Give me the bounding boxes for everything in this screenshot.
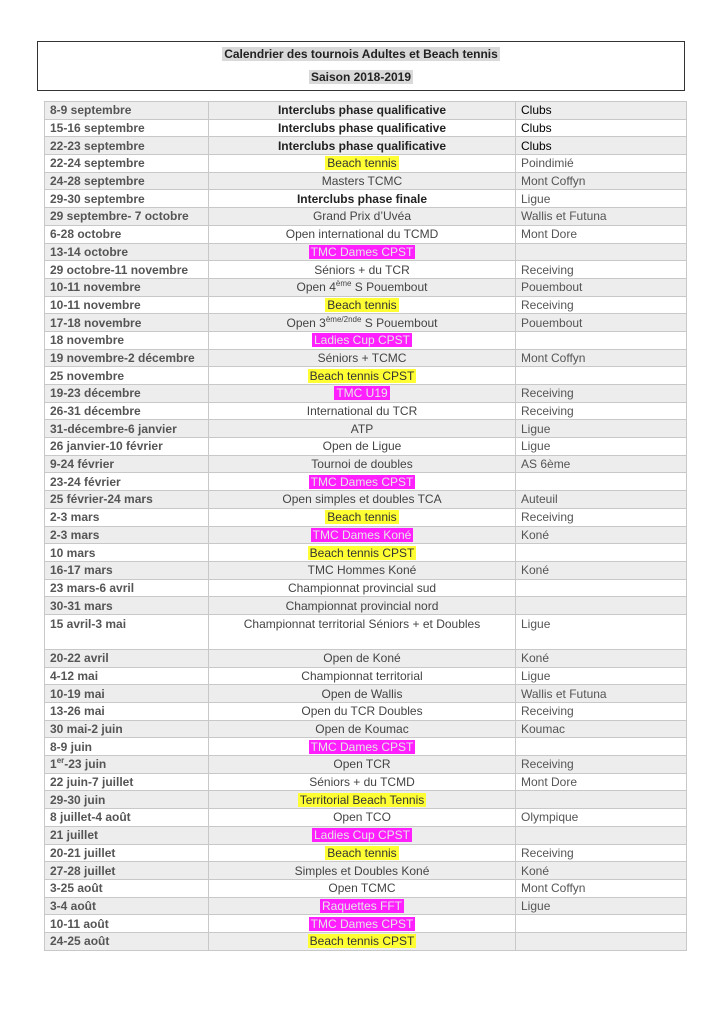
- date-cell: 17-18 novembre: [45, 314, 209, 332]
- event-label: TMC Dames CPST: [310, 739, 414, 754]
- event-cell: [209, 579, 516, 597]
- event-label: Beach tennis: [327, 156, 397, 171]
- event-cell: [209, 190, 516, 208]
- date-cell: 8-9 juin: [45, 738, 209, 756]
- event-cell: [209, 809, 516, 827]
- table-row: [45, 544, 687, 562]
- table-row: [45, 508, 687, 526]
- table-row: [45, 296, 687, 314]
- event-cell: [209, 614, 516, 649]
- place-cell: [516, 738, 687, 756]
- event-label: Raquettes FFT: [321, 898, 403, 913]
- place-cell: Koné: [516, 561, 687, 579]
- place-cell: Clubs: [516, 119, 687, 137]
- event-cell: [209, 102, 516, 120]
- event-label: Simples et Doubles Koné: [294, 863, 430, 878]
- event-part: ème/2nde: [325, 314, 362, 324]
- event-label: Beach tennis: [327, 510, 397, 525]
- event-label: Masters TCMC: [321, 174, 403, 189]
- table-row: [45, 314, 687, 332]
- event-label: TMC Hommes Koné: [307, 563, 417, 578]
- event-cell: [209, 367, 516, 385]
- event-label: Territorial Beach Tennis: [299, 792, 425, 807]
- place-cell: Mont Dore: [516, 225, 687, 243]
- date-cell: 27-28 juillet: [45, 862, 209, 880]
- place-cell: AS 6ème: [516, 455, 687, 473]
- place-cell: Mont Coffyn: [516, 172, 687, 190]
- event-label: Open TCO: [333, 810, 391, 825]
- event-cell: [209, 473, 516, 491]
- table-row: [45, 119, 687, 137]
- date-cell: [45, 756, 209, 774]
- event-label: Interclubs phase qualificative: [277, 103, 447, 118]
- table-row: [45, 685, 687, 703]
- table-row: [45, 579, 687, 597]
- event-cell: [209, 155, 516, 173]
- date-cell: 25 novembre: [45, 367, 209, 385]
- place-cell: Ligue: [516, 614, 687, 649]
- table-row: [45, 243, 687, 261]
- date-cell: 8-9 septembre: [45, 102, 209, 120]
- event-cell: [209, 597, 516, 615]
- date-cell: 29-30 juin: [45, 791, 209, 809]
- table-row: [45, 791, 687, 809]
- place-cell: Wallis et Futuna: [516, 685, 687, 703]
- event-label: Tournoi de doubles: [311, 457, 413, 472]
- place-cell: Wallis et Futuna: [516, 208, 687, 226]
- table-row: [45, 738, 687, 756]
- event-cell: [209, 296, 516, 314]
- place-cell: Ligue: [516, 420, 687, 438]
- event-label: Championnat territorial Séniors + et Doubles: [243, 616, 481, 631]
- event-label: Séniors + TCMC: [317, 350, 407, 365]
- date-cell: 10-19 mai: [45, 685, 209, 703]
- event-cell: [209, 331, 516, 349]
- event-label: Open de Ligue: [322, 439, 402, 454]
- season-label: Saison 2018-2019: [310, 70, 412, 84]
- place-cell: Receiving: [516, 261, 687, 279]
- event-label: Championnat provincial nord: [285, 598, 439, 613]
- place-cell: [516, 915, 687, 933]
- event-cell: [209, 649, 516, 667]
- table-row: [45, 897, 687, 915]
- date-cell: 8 juillet-4 août: [45, 809, 209, 827]
- event-cell: [209, 932, 516, 950]
- event-cell: [209, 667, 516, 685]
- table-row: [45, 190, 687, 208]
- event-cell: [209, 261, 516, 279]
- date-cell: 15-16 septembre: [45, 119, 209, 137]
- event-cell: [209, 703, 516, 721]
- event-cell: [209, 826, 516, 844]
- date-cell: 13-26 mai: [45, 703, 209, 721]
- event-cell: [209, 278, 516, 296]
- place-cell: Ligue: [516, 190, 687, 208]
- place-cell: [516, 826, 687, 844]
- date-cell: 20-22 avril: [45, 649, 209, 667]
- table-row: [45, 703, 687, 721]
- place-cell: [516, 367, 687, 385]
- place-cell: [516, 597, 687, 615]
- place-cell: [516, 473, 687, 491]
- table-row: [45, 455, 687, 473]
- date-cell: 29-30 septembre: [45, 190, 209, 208]
- table-row: [45, 225, 687, 243]
- event-label: ATP: [350, 421, 374, 436]
- event-part: Open 4: [296, 280, 336, 295]
- event-label: Beach tennis: [327, 845, 397, 860]
- date-cell: 30-31 mars: [45, 597, 209, 615]
- place-cell: [516, 791, 687, 809]
- event-cell: [209, 791, 516, 809]
- table-row: [45, 438, 687, 456]
- date-cell: 20-21 juillet: [45, 844, 209, 862]
- event-cell: [209, 243, 516, 261]
- date-cell: 30 mai-2 juin: [45, 720, 209, 738]
- event-cell: [209, 172, 516, 190]
- date-cell: 15 avril-3 mai: [45, 614, 209, 649]
- event-cell: [209, 773, 516, 791]
- event-cell: [209, 862, 516, 880]
- event-label: Beach tennis CPST: [309, 934, 415, 949]
- table-row: [45, 932, 687, 950]
- place-cell: Clubs: [516, 137, 687, 155]
- date-cell: 2-3 mars: [45, 508, 209, 526]
- event-label: Open simples et doubles TCA: [282, 492, 442, 507]
- table-row: [45, 349, 687, 367]
- event-label: Interclubs phase finale: [296, 191, 428, 206]
- event-cell: [209, 225, 516, 243]
- table-row: [45, 597, 687, 615]
- event-label: Championnat provincial sud: [287, 580, 437, 595]
- date-cell: 22 juin-7 juillet: [45, 773, 209, 791]
- place-cell: [516, 579, 687, 597]
- event-cell: [209, 385, 516, 403]
- event-cell: [209, 685, 516, 703]
- table-row: [45, 561, 687, 579]
- event-cell: [209, 508, 516, 526]
- event-cell: [209, 738, 516, 756]
- table-row: [45, 137, 687, 155]
- event-label: Beach tennis CPST: [309, 368, 415, 383]
- event-cell: [209, 720, 516, 738]
- event-part: Open 3: [286, 315, 326, 330]
- table-row: [45, 402, 687, 420]
- event-label: Open de Wallis: [321, 686, 403, 701]
- date-cell: 29 septembre- 7 octobre: [45, 208, 209, 226]
- place-cell: Auteuil: [516, 491, 687, 509]
- table-row: [45, 261, 687, 279]
- event-label: TMC U19: [336, 386, 388, 401]
- event-label: Grand Prix d’Uvéa: [312, 209, 412, 224]
- place-cell: Receiving: [516, 296, 687, 314]
- place-cell: [516, 243, 687, 261]
- date-cell: 21 juillet: [45, 826, 209, 844]
- place-cell: Receiving: [516, 402, 687, 420]
- event-cell: [209, 137, 516, 155]
- event-part: S Pouembout: [361, 315, 438, 330]
- place-cell: Receiving: [516, 385, 687, 403]
- event-cell: [209, 491, 516, 509]
- event-cell: [209, 915, 516, 933]
- place-cell: Koné: [516, 649, 687, 667]
- event-label: Open de Koné: [323, 651, 401, 666]
- date-cell: 16-17 mars: [45, 561, 209, 579]
- event-cell: [209, 420, 516, 438]
- table-row: [45, 614, 687, 649]
- event-part: ème: [335, 279, 352, 289]
- date-cell: 6-28 octobre: [45, 225, 209, 243]
- date-cell: 9-24 février: [45, 455, 209, 473]
- event-label: Championnat territorial: [301, 668, 423, 683]
- date-cell: 3-25 août: [45, 879, 209, 897]
- place-cell: [516, 544, 687, 562]
- place-cell: Mont Coffyn: [516, 879, 687, 897]
- event-cell: [209, 526, 516, 544]
- place-cell: Koné: [516, 862, 687, 880]
- event-cell: [209, 314, 516, 332]
- date-cell: 13-14 octobre: [45, 243, 209, 261]
- table-row: [45, 720, 687, 738]
- date-cell: 25 février-24 mars: [45, 491, 209, 509]
- date-cell: 22-24 septembre: [45, 155, 209, 173]
- date-cell: 4-12 mai: [45, 667, 209, 685]
- event-label: TMC Dames CPST: [310, 474, 414, 489]
- table-row: [45, 756, 687, 774]
- event-part: S Pouembout: [351, 280, 428, 295]
- table-row: [45, 915, 687, 933]
- event-label: Séniors + du TCR: [314, 262, 410, 277]
- event-cell: [209, 208, 516, 226]
- table-row: [45, 172, 687, 190]
- event-label: Ladies Cup CPST: [313, 333, 411, 348]
- table-row: [45, 526, 687, 544]
- table-row: [45, 473, 687, 491]
- event-label: TMC Dames CPST: [310, 916, 414, 931]
- place-cell: Receiving: [516, 703, 687, 721]
- event-label: Interclubs phase qualificative: [277, 138, 447, 153]
- tournament-table-body: [45, 102, 687, 951]
- table-row: [45, 155, 687, 173]
- table-row: [45, 879, 687, 897]
- date-part: -23 juin: [64, 757, 107, 772]
- date-cell: 3-4 août: [45, 897, 209, 915]
- date-cell: 10 mars: [45, 544, 209, 562]
- date-cell: 24-25 août: [45, 932, 209, 950]
- date-cell: 23 mars-6 avril: [45, 579, 209, 597]
- table-row: [45, 667, 687, 685]
- date-cell: 24-28 septembre: [45, 172, 209, 190]
- event-label: Interclubs phase qualificative: [277, 121, 447, 136]
- event-label: Open de Koumac: [315, 722, 409, 737]
- event-cell: [209, 756, 516, 774]
- date-cell: 19-23 décembre: [45, 385, 209, 403]
- place-cell: Poindimié: [516, 155, 687, 173]
- date-part: 1: [50, 757, 57, 772]
- date-cell: 23-24 février: [45, 473, 209, 491]
- tournament-table: [44, 101, 687, 951]
- date-cell: 2-3 mars: [45, 526, 209, 544]
- event-label: Séniors + du TCMD: [309, 775, 415, 790]
- place-cell: Receiving: [516, 844, 687, 862]
- place-cell: Pouembout: [516, 278, 687, 296]
- date-cell: 10-11 novembre: [45, 278, 209, 296]
- event-cell: [209, 544, 516, 562]
- calendar-header: [37, 41, 685, 91]
- table-row: [45, 844, 687, 862]
- table-row: [45, 420, 687, 438]
- table-row: [45, 649, 687, 667]
- event-cell: [209, 438, 516, 456]
- place-cell: Pouembout: [516, 314, 687, 332]
- date-cell: 19 novembre-2 décembre: [45, 349, 209, 367]
- table-row: [45, 826, 687, 844]
- date-cell: 26 janvier-10 février: [45, 438, 209, 456]
- place-cell: Koné: [516, 526, 687, 544]
- event-cell: [209, 844, 516, 862]
- event-label: International du TCR: [306, 404, 418, 419]
- place-cell: Mont Dore: [516, 773, 687, 791]
- place-cell: Mont Coffyn: [516, 349, 687, 367]
- event-cell: [209, 879, 516, 897]
- event-label: Open TCR: [333, 757, 391, 772]
- event-label: TMC Dames Koné: [312, 527, 412, 542]
- date-cell: 18 novembre: [45, 331, 209, 349]
- event-label: Open international du TCMD: [285, 227, 439, 242]
- table-row: [45, 102, 687, 120]
- event-cell: [209, 349, 516, 367]
- table-row: [45, 385, 687, 403]
- place-cell: Olympique: [516, 809, 687, 827]
- table-row: [45, 862, 687, 880]
- table-row: [45, 278, 687, 296]
- table-row: [45, 208, 687, 226]
- place-cell: Koumac: [516, 720, 687, 738]
- date-cell: 22-23 septembre: [45, 137, 209, 155]
- place-cell: Receiving: [516, 508, 687, 526]
- table-row: [45, 367, 687, 385]
- event-cell: [209, 561, 516, 579]
- table-row: [45, 773, 687, 791]
- date-cell: 31-décembre-6 janvier: [45, 420, 209, 438]
- date-cell: 29 octobre-11 novembre: [45, 261, 209, 279]
- table-row: [45, 491, 687, 509]
- table-row: [45, 809, 687, 827]
- date-part: er: [56, 756, 65, 766]
- event-cell: [209, 897, 516, 915]
- place-cell: [516, 932, 687, 950]
- place-cell: Ligue: [516, 667, 687, 685]
- date-cell: 26-31 décembre: [45, 402, 209, 420]
- event-label: Open du TCR Doubles: [301, 704, 423, 719]
- event-label: Beach tennis: [327, 297, 397, 312]
- date-cell: 10-11 novembre: [45, 296, 209, 314]
- date-cell: 10-11 août: [45, 915, 209, 933]
- event-cell: [209, 455, 516, 473]
- event-cell: [209, 119, 516, 137]
- place-cell: Receiving: [516, 756, 687, 774]
- place-cell: Ligue: [516, 897, 687, 915]
- event-cell: [209, 402, 516, 420]
- event-label: Open TCMC: [328, 881, 396, 896]
- event-label: Ladies Cup CPST: [313, 828, 411, 843]
- place-cell: Ligue: [516, 438, 687, 456]
- table-row: [45, 331, 687, 349]
- calendar-title: Calendrier des tournois Adultes et Beach tennis: [224, 47, 498, 61]
- event-label: Beach tennis CPST: [309, 545, 415, 560]
- place-cell: [516, 331, 687, 349]
- event-label: TMC Dames CPST: [310, 244, 414, 259]
- place-cell: Clubs: [516, 102, 687, 120]
